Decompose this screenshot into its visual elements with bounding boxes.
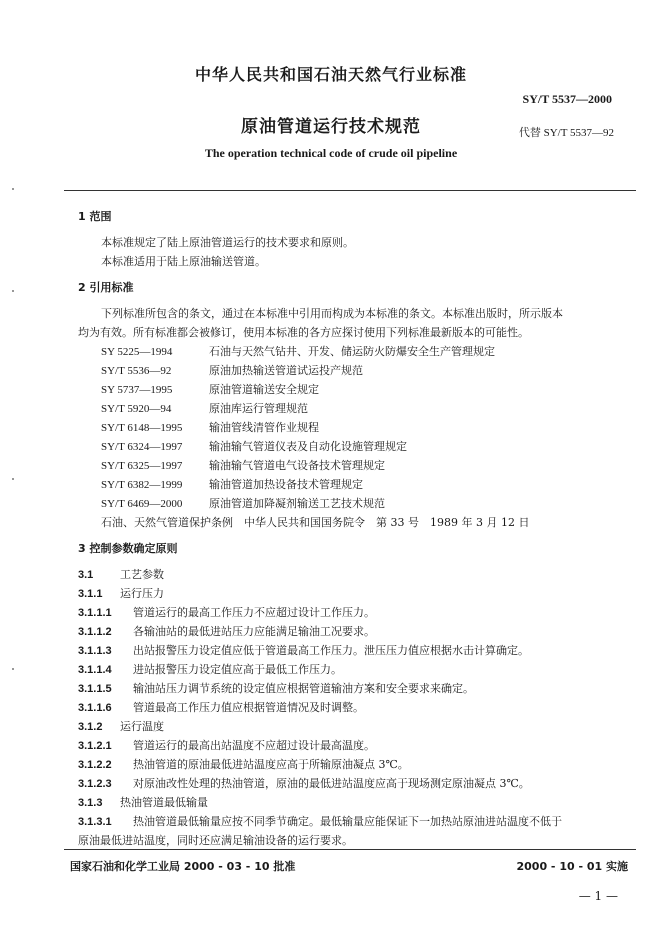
clause-continuation: 原油最低进站温度，同时还应满足输油设备的运行要求。 <box>78 834 353 847</box>
clause-number: 3.1.2.2 <box>78 759 112 771</box>
implementation-date: 2000 - 10 - 01 实施 <box>516 860 628 873</box>
clause-item <box>78 604 375 620</box>
clause-text: 管道运行的最高出站温度不应超过设计最高温度。 <box>133 739 375 752</box>
reference-item <box>101 438 407 454</box>
reference-code: SY/T 6324—1997 <box>101 441 183 453</box>
clause-item <box>78 566 164 582</box>
clause-text: 工艺参数 <box>120 568 164 581</box>
clause-item <box>78 775 530 791</box>
standard-code: SY/T 5537—2000 <box>522 92 612 106</box>
clause-text: 热油管道最低输量应按不同季节确定。最低输量应能保证下一加热站原油进站温度不低于 <box>133 815 562 828</box>
document-title: 原油管道运行技术规范 <box>241 117 421 137</box>
clause-text: 各输油站的最低进站压力应能满足输油工况要求。 <box>133 625 375 638</box>
clause-number: 3.1.1.1 <box>78 607 112 619</box>
reference-code: SY/T 5920—94 <box>101 403 172 415</box>
reference-title: 输油输气管道电气设备技术管理规定 <box>209 459 385 472</box>
clause-item <box>78 642 529 658</box>
clause-item <box>78 718 164 734</box>
reference-code: SY 5225—1994 <box>101 346 173 358</box>
clause-text: 热油管道的原油最低进站温度应高于所输原油凝点 3℃。 <box>133 758 409 771</box>
section-1-paragraph: 本标准适用于陆上原油输送管道。 <box>101 255 266 268</box>
reference-title: 输油管线清管作业规程 <box>209 421 319 434</box>
clause-item <box>78 756 409 772</box>
reference-code: SY/T 6148—1995 <box>101 422 183 434</box>
clause-number: 3.1.1.2 <box>78 626 112 638</box>
reference-item <box>101 419 319 435</box>
section-2-heading: 2 引用标准 <box>78 281 134 294</box>
clause-text: 运行温度 <box>120 720 164 733</box>
reference-code: SY/T 5536—92 <box>101 365 172 377</box>
clause-text: 管道最高工作压力值应根据管道情况及时调整。 <box>133 701 364 714</box>
clause-number: 3.1 <box>78 569 94 581</box>
reference-item <box>101 476 363 492</box>
clause-number: 3.1.1.3 <box>78 645 112 657</box>
section-3-heading: 3 控制参数确定原则 <box>78 542 178 555</box>
reference-title: 原油库运行管理规范 <box>209 402 308 415</box>
reference-title: 输油输气管道仪表及自动化设施管理规定 <box>209 440 407 453</box>
scan-speck <box>12 668 14 670</box>
reference-item <box>101 400 308 416</box>
reference-code: SY 5737—1995 <box>101 384 173 396</box>
clause-text: 出站报警压力设定值应低于管道最高工作压力。泄压压力值应根据水击计算确定。 <box>133 644 529 657</box>
clause-item <box>78 585 164 601</box>
reference-title: 石油与天然气钻井、开发、储运防火防爆安全生产管理规定 <box>209 345 495 358</box>
reference-item <box>101 343 495 359</box>
section-2-intro: 均为有效。所有标准都会被修订，使用本标准的各方应探讨使用下列标准最新版本的可能性。 <box>78 326 529 339</box>
clause-number: 3.1.1.5 <box>78 683 112 695</box>
english-title: The operation technical code of crude oil pipeline <box>204 146 458 160</box>
clause-text: 进站报警压力设定值应高于最低工作压力。 <box>133 663 342 676</box>
clause-number: 3.1.3.1 <box>78 816 112 828</box>
regulation-reference: 石油、天然气管道保护条例 中华人民共和国国务院令 第 33 号 1989 年 3 月 12 日 <box>101 516 530 529</box>
section-1-heading: 1 范围 <box>78 210 112 223</box>
clause-text: 对原油改性处理的热油管道，原油的最低进站温度应高于现场测定原油凝点 3℃。 <box>133 777 530 790</box>
clause-number: 3.1.1 <box>78 588 103 600</box>
clause-number: 3.1.1.4 <box>78 664 112 676</box>
clause-item <box>78 813 562 829</box>
footer-divider <box>64 849 636 850</box>
clause-number: 3.1.1.6 <box>78 702 112 714</box>
replaces-standard: 代替 SY/T 5537—92 <box>518 127 614 139</box>
approval-date: 国家石油和化学工业局 2000 - 03 - 10 批准 <box>70 860 296 873</box>
clause-number: 3.1.2.1 <box>78 740 112 752</box>
reference-title: 原油加热输送管道试运投产规范 <box>209 364 363 377</box>
header-divider <box>64 190 636 191</box>
clause-item <box>78 623 375 639</box>
clause-text: 热油管道最低输量 <box>120 796 208 809</box>
reference-code: SY/T 6469—2000 <box>101 498 183 510</box>
reference-item <box>101 362 363 378</box>
reference-title: 原油管道加降凝剂输送工艺技术规范 <box>209 497 385 510</box>
scan-speck <box>12 290 14 292</box>
clause-number: 3.1.3 <box>78 797 103 809</box>
clause-number: 3.1.2 <box>78 721 103 733</box>
section-2-intro: 下列标准所包含的条文，通过在本标准中引用而构成为本标准的条文。本标准出版时，所示版本 <box>101 307 563 320</box>
reference-item <box>101 495 385 511</box>
clause-item <box>78 699 364 715</box>
reference-code: SY/T 6325—1997 <box>101 460 183 472</box>
reference-item <box>101 457 385 473</box>
clause-item <box>78 661 342 677</box>
issuing-organization: 中华人民共和国石油天然气行业标准 <box>194 65 467 84</box>
clause-item <box>78 680 474 696</box>
reference-item <box>101 381 319 397</box>
page-number: — 1 — <box>578 889 618 903</box>
clause-item <box>78 794 208 810</box>
clause-text: 管道运行的最高工作压力不应超过设计工作压力。 <box>133 606 375 619</box>
clause-text: 输油站压力调节系统的设定值应根据管道输油方案和安全要求来确定。 <box>133 682 474 695</box>
reference-title: 输油管道加热设备技术管理规定 <box>209 478 363 491</box>
scan-speck <box>12 188 14 190</box>
scan-speck <box>12 478 14 480</box>
section-1-paragraph: 本标准规定了陆上原油管道运行的技术要求和原则。 <box>101 236 354 249</box>
reference-code: SY/T 6382—1999 <box>101 479 183 491</box>
clause-number: 3.1.2.3 <box>78 778 112 790</box>
clause-text: 运行压力 <box>120 587 164 600</box>
clause-item <box>78 737 375 753</box>
reference-title: 原油管道输送安全规定 <box>209 383 319 396</box>
